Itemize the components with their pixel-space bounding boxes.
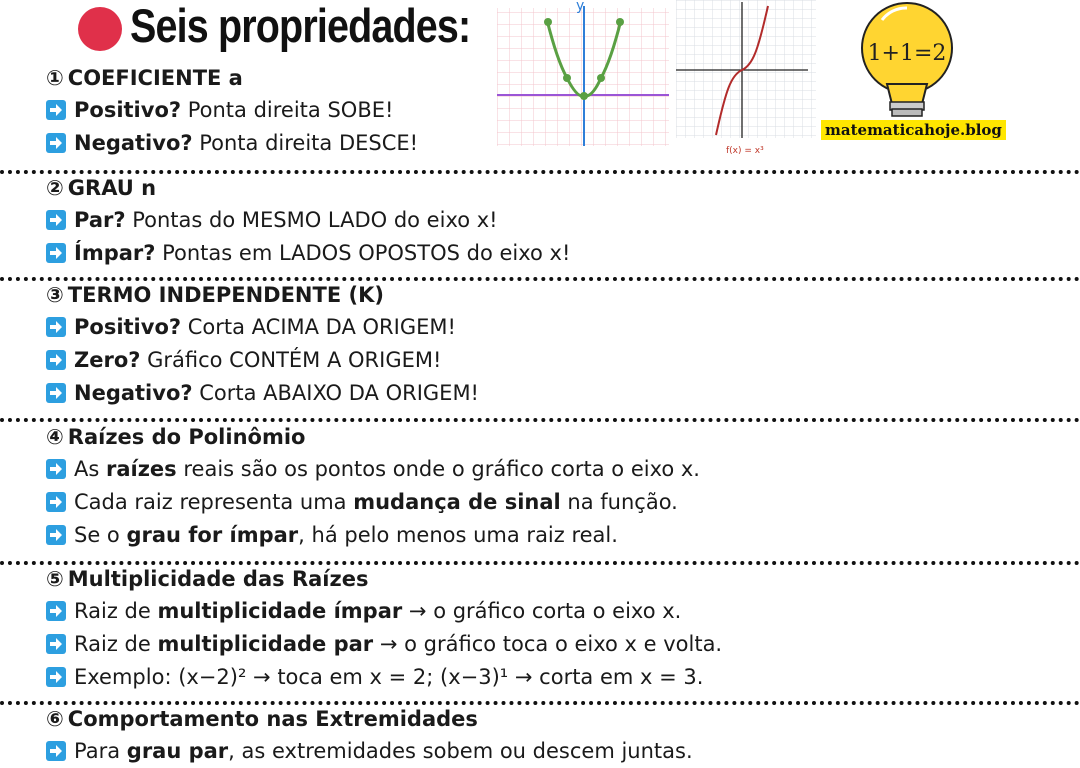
section-raizes xyxy=(0,421,1080,552)
arrow-right-icon xyxy=(46,601,66,621)
arrow-right-icon xyxy=(46,459,66,479)
item-text: , há pelo menos uma raiz real. xyxy=(298,523,618,547)
arrow-right-icon xyxy=(46,383,66,403)
item-bold: mudança de sinal xyxy=(353,490,561,514)
arrow-right-icon xyxy=(46,133,66,153)
item-bold: grau for ímpar xyxy=(126,523,299,547)
list-item xyxy=(0,127,1080,160)
section-multiplicidade xyxy=(0,563,1080,694)
item-text: Pontas do MESMO LADO do eixo x! xyxy=(125,208,498,232)
item-bold: Ímpar? xyxy=(74,241,156,265)
arrow-right-icon xyxy=(46,492,66,512)
list-item xyxy=(0,735,1080,768)
section-grau xyxy=(0,172,1080,270)
section-title: COEFICIENTE a xyxy=(67,66,243,90)
section-number: ④ xyxy=(46,425,64,449)
arrow-right-icon xyxy=(46,100,66,120)
item-text: , as extremidades sobem ou descem juntas. xyxy=(228,739,693,763)
item-bold: Negativo? xyxy=(74,131,193,155)
item-bold: Par? xyxy=(74,208,126,232)
section-title: GRAU n xyxy=(67,176,157,200)
item-prefix: Exemplo: (x−2)² → toca em x = 2; (x−3)¹ → corta em x = 3. xyxy=(74,665,704,689)
section-heading xyxy=(0,563,1080,595)
section-heading xyxy=(0,172,1080,204)
item-prefix: Raiz de xyxy=(74,599,158,623)
section-heading xyxy=(0,703,1080,735)
section-heading xyxy=(0,421,1080,453)
section-termo-independente xyxy=(0,279,1080,410)
list-item xyxy=(0,661,1080,694)
graph2-caption: f(x) = x³ xyxy=(726,146,764,156)
arrow-right-icon xyxy=(46,634,66,654)
item-text: Pontas em LADOS OPOSTOS do eixo x! xyxy=(155,241,571,265)
item-text: reais são os pontos onde o gráfico corta o eixo x. xyxy=(176,457,700,481)
graph1-y-label: y xyxy=(576,0,585,14)
item-prefix: Se o xyxy=(74,523,127,547)
arrow-right-icon xyxy=(46,350,66,370)
section-number: ⑥ xyxy=(46,707,64,731)
arrow-right-icon xyxy=(46,243,66,263)
list-item xyxy=(0,344,1080,377)
item-bold: raízes xyxy=(105,457,177,481)
list-item xyxy=(0,628,1080,661)
section-number: ⑤ xyxy=(46,567,64,591)
blog-tag: matematicahoje.blog xyxy=(821,120,1006,140)
section-number: ② xyxy=(46,176,64,200)
arrow-right-icon xyxy=(46,210,66,230)
item-prefix: Para xyxy=(74,739,127,763)
section-number: ③ xyxy=(46,283,64,307)
item-prefix: As xyxy=(74,457,106,481)
item-bold: Positivo? xyxy=(74,98,182,122)
arrow-right-icon xyxy=(46,317,66,337)
arrow-right-icon xyxy=(46,667,66,687)
item-text: Gráfico CONTÉM A ORIGEM! xyxy=(140,348,442,372)
item-text: Ponta direita DESCE! xyxy=(192,131,419,155)
item-bold: multiplicidade par xyxy=(157,632,374,656)
list-item xyxy=(0,204,1080,237)
list-item xyxy=(0,377,1080,410)
item-prefix: Cada raiz representa uma xyxy=(74,490,354,514)
section-title: Multiplicidade das Raízes xyxy=(67,567,369,591)
section-comportamento xyxy=(0,703,1080,768)
section-heading xyxy=(0,62,1080,94)
list-item xyxy=(0,519,1080,552)
list-item xyxy=(0,453,1080,486)
item-text: → o gráfico toca o eixo x e volta. xyxy=(373,632,723,656)
item-bold: Negativo? xyxy=(74,381,193,405)
item-text: → o gráfico corta o eixo x. xyxy=(402,599,682,623)
section-heading xyxy=(0,279,1080,311)
arrow-right-icon xyxy=(46,741,66,761)
item-text: Ponta direita SOBE! xyxy=(181,98,394,122)
item-bold: Zero? xyxy=(74,348,141,372)
item-prefix: Raiz de xyxy=(74,632,158,656)
section-coeficiente xyxy=(0,62,1080,160)
list-item xyxy=(0,486,1080,519)
item-bold: Positivo? xyxy=(74,315,182,339)
arrow-right-icon xyxy=(46,525,66,545)
bulb-text: 1+1=2 xyxy=(867,41,947,66)
item-text: Corta ABAIXO DA ORIGEM! xyxy=(192,381,479,405)
list-item xyxy=(0,595,1080,628)
item-text: na função. xyxy=(560,490,678,514)
item-text: Corta ACIMA DA ORIGEM! xyxy=(181,315,456,339)
section-title: Raízes do Polinômio xyxy=(67,425,306,449)
item-bold: multiplicidade ímpar xyxy=(157,599,403,623)
red-bullet-icon xyxy=(78,7,122,51)
list-item xyxy=(0,94,1080,127)
page-title: Seis propriedades: xyxy=(130,0,471,52)
list-item xyxy=(0,237,1080,270)
section-title: Comportamento nas Extremidades xyxy=(67,707,478,731)
section-number: ① xyxy=(46,66,64,90)
list-item xyxy=(0,311,1080,344)
item-bold: grau par xyxy=(126,739,229,763)
section-title: TERMO INDEPENDENTE (K) xyxy=(67,283,384,307)
